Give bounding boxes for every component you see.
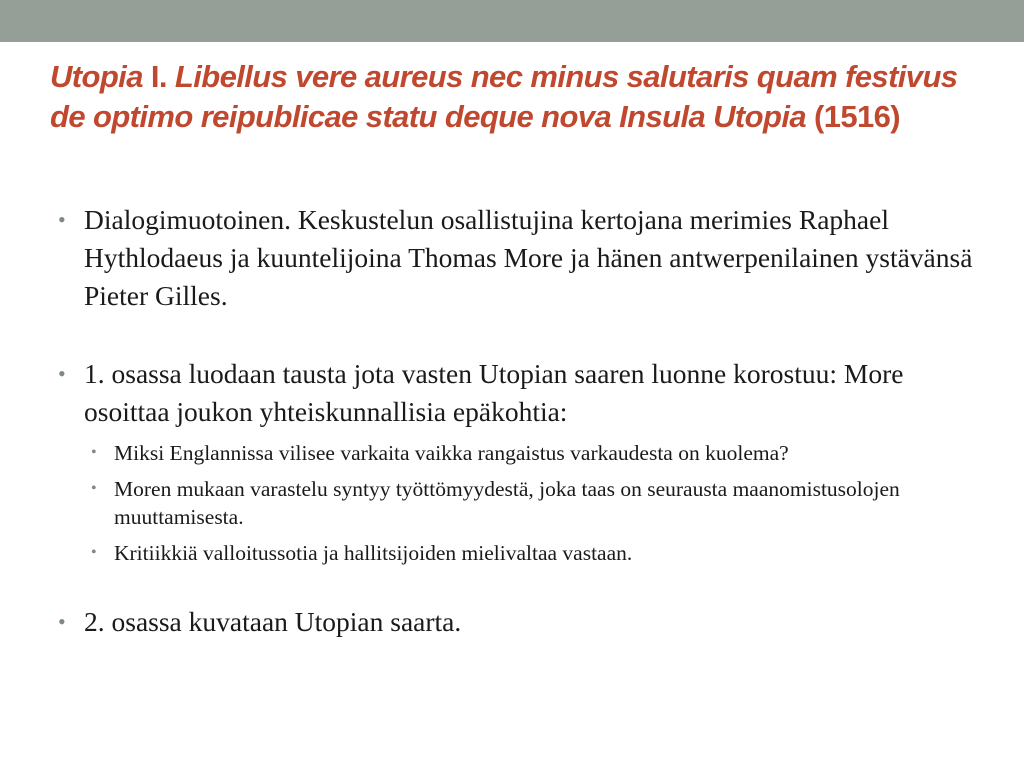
title-italic-part: Libellus vere aureus nec minus salutaris quam festivus de optimo reipublicae statu deque nova Insula Utopia	[50, 59, 958, 134]
sub-bullet-item-1	[57, 439, 992, 467]
bullet-icon: •	[58, 609, 66, 634]
sub-bullet-icon: •	[91, 444, 97, 461]
slide-title	[50, 57, 990, 137]
sub-bullet-item-3	[57, 539, 992, 567]
title-separator: I.	[142, 59, 175, 94]
bullet-item-3	[57, 603, 992, 641]
title-year: (1516)	[805, 99, 901, 134]
bullet-item-2	[57, 355, 992, 431]
sub-bullet-icon: •	[91, 544, 97, 561]
bullet-text-2: 1. osassa luodaan tausta jota vasten Utopian saaren luonne korostuu: More osoittaa joukon yhteiskunnallisia epäkohtia:	[84, 358, 904, 427]
sub-bullet-text-3: Kritiikkiä valloitussotia ja hallitsijoiden mielivaltaa vastaan.	[114, 541, 633, 565]
bullet-icon: •	[58, 361, 66, 386]
bullet-icon: •	[58, 207, 66, 232]
sub-bullet-icon: •	[91, 480, 97, 497]
title-bold-part: Utopia	[50, 59, 143, 94]
bullet-item-1	[57, 201, 992, 315]
top-accent-band	[0, 0, 1024, 42]
sub-bullet-text-1: Miksi Englannissa vilisee varkaita vaikka rangaistus varkaudesta on kuolema?	[114, 441, 789, 465]
sub-bullet-text-2: Moren mukaan varastelu syntyy työttömyydestä, joka taas on seurausta maanomistusolojen muuttamisesta.	[114, 477, 900, 529]
sub-bullet-item-2	[57, 475, 992, 531]
bullet-text-3: 2. osassa kuvataan Utopian saarta.	[84, 606, 462, 637]
slide-body	[57, 201, 992, 641]
bullet-text-1: Dialogimuotoinen. Keskustelun osallistujina kertojana merimies Raphael Hythlodaeus ja kuuntelijoina Thomas More ja hänen antwerpenilainen ystävänsä Pieter Gilles.	[84, 204, 973, 311]
